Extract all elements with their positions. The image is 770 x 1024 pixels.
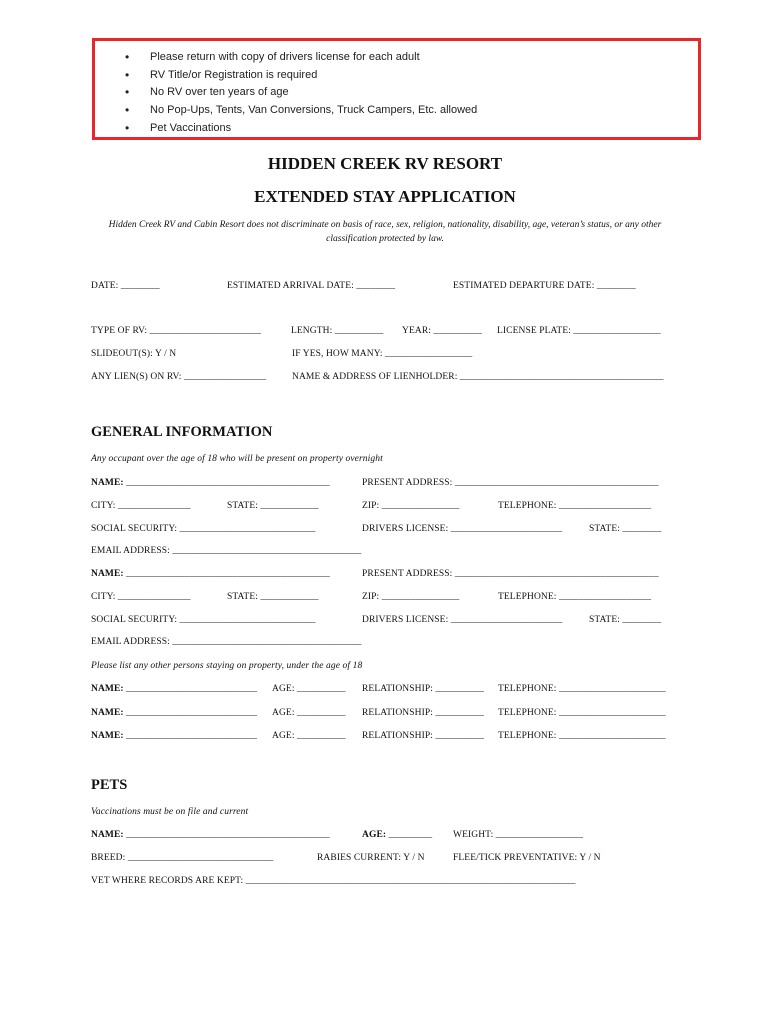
- occupant-zip-field[interactable]: ZIP: ________________: [362, 501, 460, 511]
- resort-title: HIDDEN CREEK RV RESORT: [267, 154, 503, 173]
- occupant-telephone-field[interactable]: TELEPHONE: ___________________: [498, 592, 652, 602]
- occupant-address-field[interactable]: PRESENT ADDRESS: __________________________________________: [362, 569, 659, 579]
- minor-telephone-field[interactable]: TELEPHONE: ______________________: [498, 731, 666, 741]
- minor-age-field[interactable]: AGE: __________: [272, 684, 346, 694]
- rv-year-field[interactable]: YEAR: __________: [402, 326, 482, 336]
- pet-age-field[interactable]: AGE: _________: [362, 830, 433, 840]
- minor-relationship-field[interactable]: RELATIONSHIP: __________: [362, 731, 484, 741]
- notice-item: • Please return with copy of drivers license for each adult: [95, 49, 477, 67]
- minor-relationship-field[interactable]: RELATIONSHIP: __________: [362, 708, 484, 718]
- occupant-license-state-field[interactable]: STATE: ________: [589, 615, 662, 625]
- pets-note: Vaccinations must be on file and current: [91, 807, 249, 817]
- departure-date-field[interactable]: ESTIMATED DEPARTURE DATE: ________: [453, 281, 636, 291]
- slideouts-field[interactable]: SLIDEOUT(S): Y / N: [91, 349, 177, 359]
- occupant-address-field[interactable]: PRESENT ADDRESS: __________________________________________: [362, 478, 659, 488]
- occupant-zip-field[interactable]: ZIP: ________________: [362, 592, 460, 602]
- minor-age-field[interactable]: AGE: __________: [272, 731, 346, 741]
- minor-relationship-field[interactable]: RELATIONSHIP: __________: [362, 684, 484, 694]
- pets-heading: PETS: [91, 777, 128, 793]
- minor-name-field[interactable]: NAME: ___________________________: [91, 731, 258, 741]
- notice-item: • No Pop-Ups, Tents, Van Conversions, Truck Campers, Etc. allowed: [95, 102, 477, 120]
- occupant-license-field[interactable]: DRIVERS LICENSE: _______________________: [362, 524, 563, 534]
- minor-name-field[interactable]: NAME: ___________________________: [91, 708, 258, 718]
- occupant-telephone-field[interactable]: TELEPHONE: ___________________: [498, 501, 652, 511]
- lienholder-field[interactable]: NAME & ADDRESS OF LIENHOLDER: __________________________________________: [292, 372, 664, 382]
- notice-item: • Pet Vaccinations: [95, 120, 477, 138]
- pet-flea-tick-field[interactable]: FLEE/TICK PREVENTATIVE: Y / N: [453, 853, 601, 863]
- occupant-ssn-field[interactable]: SOCIAL SECURITY: ____________________________: [91, 615, 316, 625]
- arrival-date-field[interactable]: ESTIMATED ARRIVAL DATE: ________: [227, 281, 396, 291]
- liens-field[interactable]: ANY LIEN(S) ON RV: _________________: [91, 372, 267, 382]
- notice-item: • RV Title/or Registration is required: [95, 67, 477, 85]
- vet-records-field[interactable]: VET WHERE RECORDS ARE KEPT: ____________________________________________________________________: [91, 876, 576, 886]
- notice-box: [92, 38, 701, 140]
- license-plate-field[interactable]: LICENSE PLATE: __________________: [497, 326, 661, 336]
- application-title: EXTENDED STAY APPLICATION: [254, 187, 516, 206]
- notice-item: • No RV over ten years of age: [95, 84, 477, 102]
- pet-name-field[interactable]: NAME: __________________________________________: [91, 830, 330, 840]
- occupant-state-field[interactable]: STATE: ____________: [227, 592, 319, 602]
- occupant-state-field[interactable]: STATE: ____________: [227, 501, 319, 511]
- occupant-note: Any occupant over the age of 18 who will be present on property overnight: [91, 454, 383, 464]
- occupant-name-field[interactable]: NAME: __________________________________________: [91, 569, 330, 579]
- pet-breed-field[interactable]: BREED: ______________________________: [91, 853, 274, 863]
- pet-rabies-field[interactable]: RABIES CURRENT: Y / N: [317, 853, 425, 863]
- occupant-license-state-field[interactable]: STATE: ________: [589, 524, 662, 534]
- rv-length-field[interactable]: LENGTH: __________: [291, 326, 384, 336]
- occupant-email-field[interactable]: EMAIL ADDRESS: _______________________________________: [91, 546, 362, 556]
- minor-telephone-field[interactable]: TELEPHONE: ______________________: [498, 708, 666, 718]
- date-field[interactable]: DATE: ________: [91, 281, 160, 291]
- minor-name-field[interactable]: NAME: ___________________________: [91, 684, 258, 694]
- general-info-heading: GENERAL INFORMATION: [91, 424, 273, 440]
- slideouts-count-field[interactable]: IF YES, HOW MANY: __________________: [292, 349, 473, 359]
- rv-type-field[interactable]: TYPE OF RV: _______________________: [91, 326, 262, 336]
- disclaimer: Hidden Creek RV and Cabin Resort does not discriminate on basis of race, sex, religion, nationality, disability, age, veteran’s status, or any other classification protected by law.: [108, 220, 662, 244]
- occupant-ssn-field[interactable]: SOCIAL SECURITY: ____________________________: [91, 524, 316, 534]
- occupant-city-field[interactable]: CITY: _______________: [91, 592, 191, 602]
- occupant-license-field[interactable]: DRIVERS LICENSE: _______________________: [362, 615, 563, 625]
- minor-age-field[interactable]: AGE: __________: [272, 708, 346, 718]
- minors-note: Please list any other persons staying on property, under the age of 18: [91, 661, 363, 671]
- occupant-email-field[interactable]: EMAIL ADDRESS: _______________________________________: [91, 637, 362, 647]
- occupant-city-field[interactable]: CITY: _______________: [91, 501, 191, 511]
- pet-weight-field[interactable]: WEIGHT: __________________: [453, 830, 584, 840]
- occupant-name-field[interactable]: NAME: __________________________________________: [91, 478, 330, 488]
- minor-telephone-field[interactable]: TELEPHONE: ______________________: [498, 684, 666, 694]
- notice-list: [95, 49, 477, 137]
